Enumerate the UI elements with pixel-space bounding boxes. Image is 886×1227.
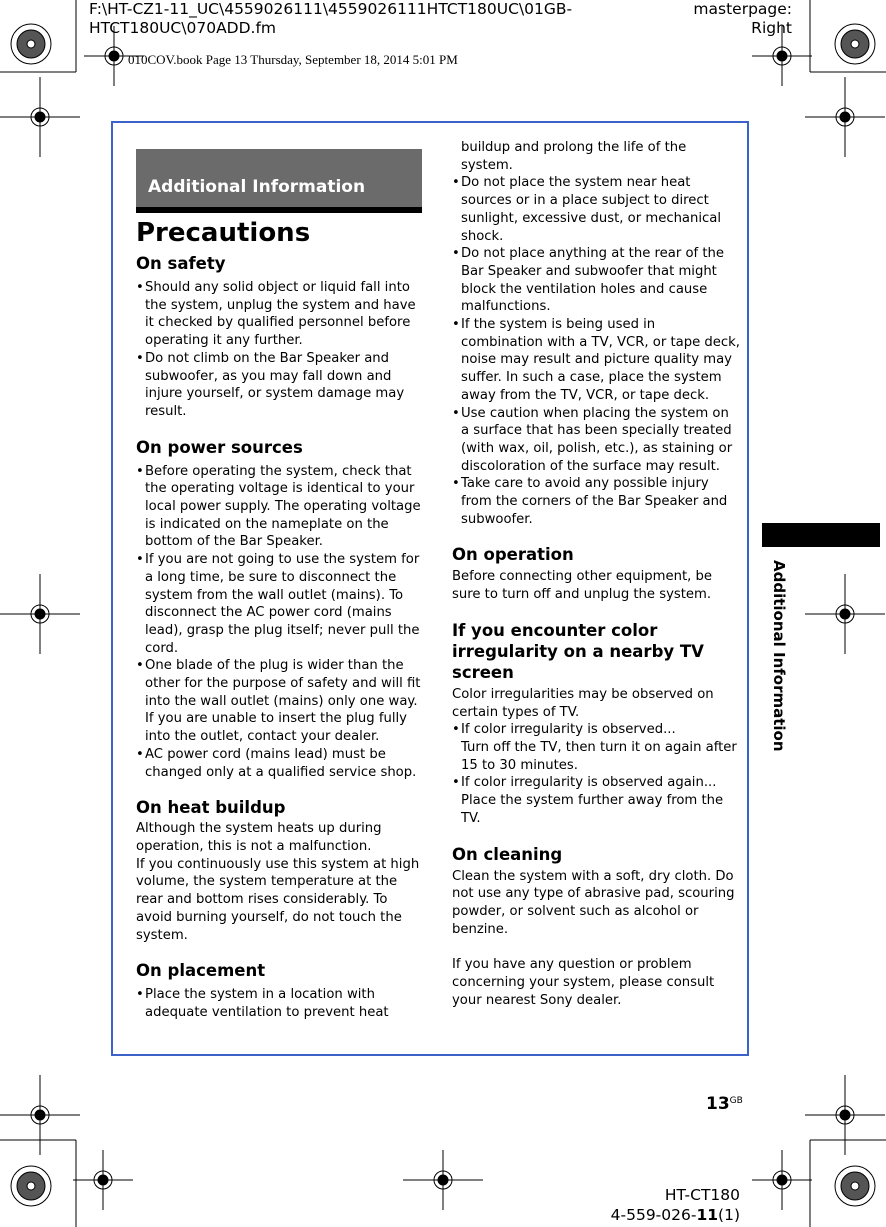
heat-para1: Although the system heats up during operation, this is not a malfunction.: [136, 821, 382, 854]
heading-cleaning: On cleaning: [452, 844, 563, 864]
list-item: • Before operating the system, check that the operating voltage is identical to your local power supply. The operating voltage is indicated on the nameplate on the bottom of the Bar Speaker.: [136, 463, 424, 552]
file-path-line1: F:\HT-CZ1-11_UC\4559026111\4559026111HTCT180UC\01GB-: [89, 0, 573, 18]
heading-color-irregularity: If you encounter color irregularity on a nearby TV screen: [452, 620, 704, 682]
color-item2-condition: • If color irregularity is observed again...: [461, 775, 717, 791]
list-item: • Do not place anything at the rear of the Bar Speaker and subwoofer that might block the ventilation holes and cause malfunctions.: [452, 245, 740, 316]
heading-power: On power sources: [136, 437, 303, 457]
color-intro: Color irregularities may be observed on certain types of TV.: [452, 686, 714, 720]
footer: [610, 1185, 740, 1225]
list-item: [452, 774, 740, 827]
heading-placement: On placement: [136, 961, 266, 981]
list-item: [452, 721, 740, 774]
list-item: • AC power cord (mains lead) must be changed only at a qualified service shop.: [136, 746, 424, 781]
masterpage-label: [640, 0, 792, 38]
color-item2-action: Place the system further away from the TV.: [461, 793, 724, 826]
section-banner: [136, 149, 422, 213]
heat-para2: If you continuously use this system at high volume, the system temperature at the rear and bottom rises considerably. To avoid burning yourself, do not touch the system.: [136, 856, 420, 943]
page-number: [706, 1094, 743, 1114]
heading-safety: On safety: [136, 254, 226, 273]
page-number-value: 13: [706, 1094, 730, 1114]
page-number-suffix: GB: [729, 1096, 743, 1106]
operation-text: Before connecting other equipment, be sure to turn off and unplug the system.: [452, 569, 713, 603]
list-item: • Do not place the system near heat sources or in a place subject to direct sunlight, excessive dust, or mechanical shock.: [452, 174, 740, 245]
side-tab-label: [760, 560, 800, 750]
list-item: • Place the system in a location with adequate ventilation to prevent heat: [136, 986, 424, 1021]
color-item1-action: Turn off the TV, then turn it on again after 15 to 30 minutes.: [461, 739, 737, 773]
side-tab-text: Additional Information: [770, 560, 788, 752]
power-list: [136, 463, 424, 782]
safety-list: [136, 279, 424, 421]
left-column: [136, 253, 424, 1022]
color-list: [452, 721, 740, 827]
placement-continued: buildup and prolong the life of the system.: [461, 140, 687, 173]
placement-list-continued: [452, 174, 740, 528]
part-suffix: (1): [718, 1206, 740, 1224]
part-prefix: 4-559-026-: [610, 1206, 697, 1224]
part-rev: 11: [696, 1206, 719, 1224]
book-info: 010COV.book Page 13 Thursday, September 18, 2014 5:01 PM: [128, 52, 458, 67]
list-item: • Take care to avoid any possible injury from the corners of the Bar Speaker and subwoofer.: [452, 475, 740, 528]
color-item1-condition: • If color irregularity is observed...: [461, 722, 676, 738]
placement-list: [136, 986, 424, 1021]
list-item: • One blade of the plug is wider than the other for the purpose of safety and will fit into the wall outlet (mains) only one way. If you are unable to insert the plug fully into the outlet, contact your dealer.: [136, 657, 424, 746]
file-path-line2: HTCT180UC\070ADD.fm: [89, 19, 277, 37]
list-item: • Use caution when placing the system on a surface that has been specially treated (with wax, oil, polish, etc.), as staining or discoloration of the surface may result.: [452, 405, 740, 476]
contact-text: If you have any question or problem concerning your system, please consult your nearest Sony dealer.: [452, 957, 715, 1008]
list-item: • Do not climb on the Bar Speaker and subwoofer, as you may fall down and injure yourself, or system damage may result.: [136, 350, 424, 421]
cleaning-text: Clean the system with a soft, dry cloth. Do not use any type of abrasive pad, scouring powder, or solvent such as alcohol or benzine.: [452, 868, 735, 937]
masterpage-line1: masterpage:: [693, 0, 792, 18]
heading-operation: On operation: [452, 545, 574, 565]
footer-part-number: [610, 1205, 740, 1225]
footer-model: HT-CT180: [664, 1186, 740, 1204]
page-title: Precautions: [136, 218, 311, 248]
right-column: [452, 139, 740, 1009]
section-banner-text: Additional Information: [148, 177, 366, 197]
list-item: • Should any solid object or liquid fall into the system, unplug the system and have it checked by qualified personnel before operating it any further.: [136, 279, 424, 350]
file-path: [89, 0, 572, 38]
list-item: • If you are not going to use the system for a long time, be sure to disconnect the system from the wall outlet (mains). To disconnect the AC power cord (mains lead), grasp the plug itself; never pull the cord.: [136, 551, 424, 657]
masterpage-line2: Right: [751, 19, 792, 37]
side-tab-marker: [762, 523, 880, 547]
list-item: • If the system is being used in combination with a TV, VCR, or tape deck, noise may result and picture quality may suffer. In such a case, place the system away from the TV, VCR, or tape deck.: [452, 316, 740, 405]
heading-heat: On heat buildup: [136, 798, 286, 818]
